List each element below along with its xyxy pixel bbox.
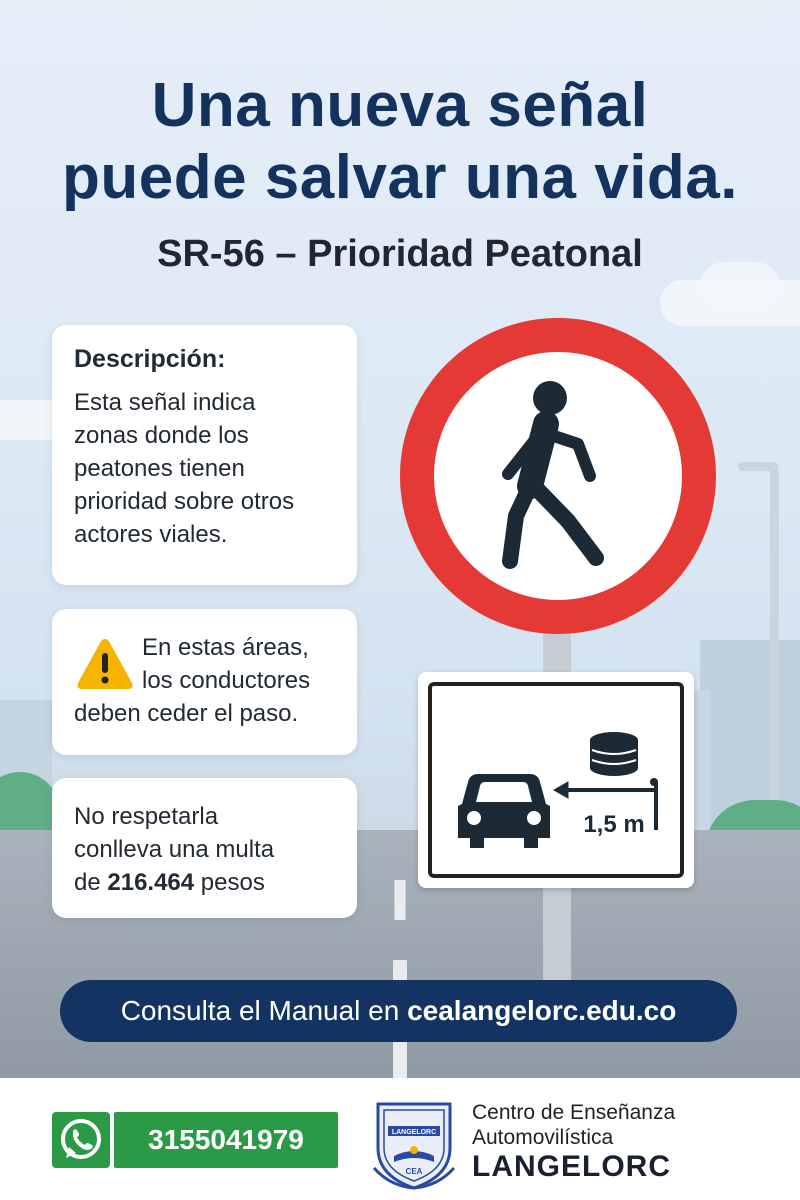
fine-suffix: pesos: [194, 869, 265, 896]
description-line: prioridad sobre otros: [74, 488, 295, 515]
fine-prefix: de: [74, 869, 108, 896]
fine-line: conlleva una multa: [74, 836, 275, 863]
whatsapp-icon: [52, 1112, 110, 1168]
supplementary-panel: [418, 672, 694, 888]
description-line: zonas donde los: [74, 422, 249, 449]
fine-card: [52, 778, 357, 918]
footer: [0, 1078, 800, 1200]
whatsapp-button[interactable]: [52, 1112, 110, 1168]
warning-line: los conductores: [142, 667, 311, 694]
description-line: peatones tienen: [74, 455, 245, 482]
crest-initials: CEA: [405, 1167, 423, 1176]
cta-url[interactable]: cealangelorc.edu.co: [407, 995, 677, 1026]
warning-icon: [74, 635, 136, 693]
description-line: actores viales.: [74, 521, 228, 548]
org-line1: Centro de Enseñanza: [472, 1101, 676, 1124]
warning-line: deben ceder el paso.: [74, 700, 299, 727]
crest-name: LANGELORC: [391, 1129, 437, 1136]
panel-distance-label: 1,5 m: [583, 811, 645, 838]
warning-line: En estas áreas,: [142, 634, 309, 661]
fine-line: [74, 866, 335, 899]
panel-graphic: [432, 686, 680, 874]
headline-line2: puede salvar una vida.: [61, 143, 739, 212]
description-line: Esta señal indica: [74, 389, 256, 416]
coin-stack-icon: [590, 732, 658, 786]
headline: [0, 70, 800, 214]
warning-card: [52, 609, 357, 755]
subheadline: SR-56 – Prioridad Peatonal: [157, 233, 643, 275]
pedestrian-priority-sign: [398, 316, 718, 636]
fine-amount: 216.464: [107, 869, 195, 896]
org-name: LANGELORC: [472, 1150, 671, 1183]
school-crest-logo: [370, 1098, 458, 1190]
description-card: [52, 325, 357, 585]
car-icon: [458, 774, 550, 848]
org-line2: Automovilística: [472, 1126, 614, 1149]
fine-line: No respetarla: [74, 803, 219, 830]
manual-link-banner[interactable]: [60, 980, 737, 1042]
description-title: Descripción:: [74, 345, 226, 373]
headline-line1: Una nueva señal: [151, 71, 649, 140]
cta-prefix: Consulta el Manual en: [120, 995, 408, 1026]
phone-number[interactable]: 3155041979: [114, 1112, 338, 1168]
